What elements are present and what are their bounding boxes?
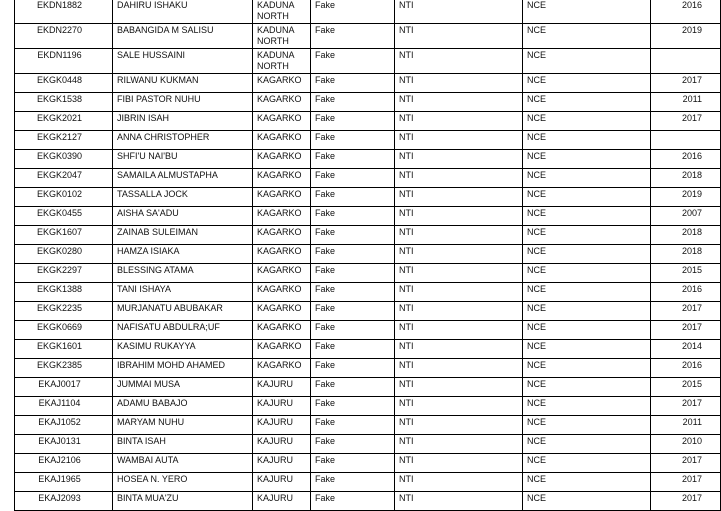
record-name-cell: JUMMAI MUSA	[113, 378, 253, 397]
record-qualification-cell: NCE	[523, 226, 651, 245]
record-lga-cell: KAJURU	[253, 416, 311, 435]
record-lga-cell: KADUNA NORTH	[253, 24, 311, 49]
table-row	[15, 226, 721, 245]
record-qualification-cell: NCE	[523, 492, 651, 511]
record-lga-cell: KAJURU	[253, 378, 311, 397]
record-id-cell: EKGK0669	[15, 321, 113, 340]
record-qualification-cell: NCE	[523, 112, 651, 131]
record-qualification-cell: NCE	[523, 378, 651, 397]
record-qualification-cell: NCE	[523, 0, 651, 24]
record-status-cell: Fake	[311, 283, 395, 302]
record-lga-cell: KAGARKO	[253, 226, 311, 245]
record-status-cell: Fake	[311, 454, 395, 473]
record-lga-cell: KAGARKO	[253, 340, 311, 359]
record-qualification-cell: NCE	[523, 150, 651, 169]
record-status-cell: Fake	[311, 340, 395, 359]
record-institution-cell: NTI	[395, 207, 523, 226]
record-status-cell: Fake	[311, 416, 395, 435]
record-id-cell: EKAJ0017	[15, 378, 113, 397]
record-lga-cell: KAGARKO	[253, 264, 311, 283]
table-row	[15, 340, 721, 359]
record-lga-cell: KAJURU	[253, 397, 311, 416]
record-year-cell: 2017	[651, 74, 721, 93]
record-id-cell: EKAJ1965	[15, 473, 113, 492]
record-lga-cell: KAGARKO	[253, 93, 311, 112]
record-institution-cell: NTI	[395, 264, 523, 283]
record-institution-cell: NTI	[395, 150, 523, 169]
record-qualification-cell: NCE	[523, 131, 651, 150]
record-status-cell: Fake	[311, 131, 395, 150]
record-lga-cell: KAJURU	[253, 435, 311, 454]
record-status-cell: Fake	[311, 169, 395, 188]
record-year-cell: 2017	[651, 112, 721, 131]
record-qualification-cell: NCE	[523, 188, 651, 207]
record-institution-cell: NTI	[395, 0, 523, 24]
record-lga-cell: KADUNA NORTH	[253, 49, 311, 74]
record-lga-cell: KAGARKO	[253, 169, 311, 188]
record-year-cell: 2017	[651, 454, 721, 473]
record-name-cell: AISHA SA'ADU	[113, 207, 253, 226]
record-qualification-cell: NCE	[523, 245, 651, 264]
table-row	[15, 24, 721, 49]
record-id-cell: EKGK0280	[15, 245, 113, 264]
record-name-cell: ZAINAB SULEIMAN	[113, 226, 253, 245]
record-name-cell: SHFI'U NAI'BU	[113, 150, 253, 169]
record-qualification-cell: NCE	[523, 321, 651, 340]
record-id-cell: EKGK2297	[15, 264, 113, 283]
record-lga-cell: KAJURU	[253, 492, 311, 511]
record-qualification-cell: NCE	[523, 416, 651, 435]
table-row	[15, 302, 721, 321]
record-institution-cell: NTI	[395, 473, 523, 492]
table-row	[15, 492, 721, 511]
record-institution-cell: NTI	[395, 226, 523, 245]
record-qualification-cell: NCE	[523, 74, 651, 93]
table-row	[15, 207, 721, 226]
record-id-cell: EKGK1601	[15, 340, 113, 359]
record-institution-cell: NTI	[395, 245, 523, 264]
table-row	[15, 416, 721, 435]
record-year-cell: 2011	[651, 93, 721, 112]
record-name-cell: WAMBAI AUTA	[113, 454, 253, 473]
record-name-cell: SALE HUSSAINI	[113, 49, 253, 74]
record-status-cell: Fake	[311, 93, 395, 112]
record-year-cell: 2015	[651, 264, 721, 283]
record-id-cell: EKGK0455	[15, 207, 113, 226]
record-institution-cell: NTI	[395, 340, 523, 359]
record-year-cell: 2010	[651, 435, 721, 454]
record-year-cell: 2018	[651, 245, 721, 264]
record-qualification-cell: NCE	[523, 359, 651, 378]
record-id-cell: EKGK1388	[15, 283, 113, 302]
record-lga-cell: KAJURU	[253, 473, 311, 492]
record-lga-cell: KAGARKO	[253, 245, 311, 264]
record-institution-cell: NTI	[395, 359, 523, 378]
record-name-cell: BINTA MUA'ZU	[113, 492, 253, 511]
record-institution-cell: NTI	[395, 169, 523, 188]
record-status-cell: Fake	[311, 207, 395, 226]
record-name-cell: RILWANU KUKMAN	[113, 74, 253, 93]
record-institution-cell: NTI	[395, 321, 523, 340]
table-row	[15, 454, 721, 473]
record-name-cell: MURJANATU ABUBAKAR	[113, 302, 253, 321]
record-id-cell: EKGK2127	[15, 131, 113, 150]
record-status-cell: Fake	[311, 397, 395, 416]
record-name-cell: JIBRIN ISAH	[113, 112, 253, 131]
record-id-cell: EKGK0390	[15, 150, 113, 169]
record-year-cell: 2018	[651, 226, 721, 245]
record-id-cell: EKAJ1052	[15, 416, 113, 435]
record-status-cell: Fake	[311, 0, 395, 24]
record-status-cell: Fake	[311, 245, 395, 264]
table-row	[15, 473, 721, 492]
table-row	[15, 188, 721, 207]
record-institution-cell: NTI	[395, 283, 523, 302]
record-year-cell	[651, 49, 721, 74]
record-id-cell: EKDN1196	[15, 49, 113, 74]
record-institution-cell: NTI	[395, 112, 523, 131]
record-name-cell: ANNA CHRISTOPHER	[113, 131, 253, 150]
record-year-cell: 2018	[651, 169, 721, 188]
table-row	[15, 74, 721, 93]
record-qualification-cell: NCE	[523, 397, 651, 416]
table-row	[15, 245, 721, 264]
record-id-cell: EKGK2385	[15, 359, 113, 378]
record-id-cell: EKGK1538	[15, 93, 113, 112]
record-status-cell: Fake	[311, 264, 395, 283]
record-status-cell: Fake	[311, 435, 395, 454]
table-row	[15, 283, 721, 302]
record-year-cell: 2011	[651, 416, 721, 435]
record-qualification-cell: NCE	[523, 169, 651, 188]
record-year-cell: 2017	[651, 321, 721, 340]
record-qualification-cell: NCE	[523, 49, 651, 74]
record-year-cell: 2019	[651, 188, 721, 207]
record-qualification-cell: NCE	[523, 24, 651, 49]
record-qualification-cell: NCE	[523, 207, 651, 226]
record-institution-cell: NTI	[395, 492, 523, 511]
record-status-cell: Fake	[311, 112, 395, 131]
record-qualification-cell: NCE	[523, 340, 651, 359]
record-name-cell: BLESSING ATAMA	[113, 264, 253, 283]
record-status-cell: Fake	[311, 492, 395, 511]
record-status-cell: Fake	[311, 24, 395, 49]
record-year-cell: 2017	[651, 397, 721, 416]
record-year-cell: 2017	[651, 302, 721, 321]
record-year-cell: 2016	[651, 0, 721, 24]
record-id-cell: EKGK1607	[15, 226, 113, 245]
table-row	[15, 112, 721, 131]
record-qualification-cell: NCE	[523, 93, 651, 112]
record-status-cell: Fake	[311, 150, 395, 169]
record-id-cell: EKAJ0131	[15, 435, 113, 454]
record-institution-cell: NTI	[395, 74, 523, 93]
record-institution-cell: NTI	[395, 416, 523, 435]
record-status-cell: Fake	[311, 321, 395, 340]
table-row	[15, 378, 721, 397]
record-name-cell: DAHIRU ISHAKU	[113, 0, 253, 24]
records-table-body	[15, 0, 721, 511]
record-id-cell: EKAJ1104	[15, 397, 113, 416]
record-institution-cell: NTI	[395, 435, 523, 454]
record-name-cell: HOSEA N. YERO	[113, 473, 253, 492]
record-institution-cell: NTI	[395, 302, 523, 321]
record-lga-cell: KAGARKO	[253, 302, 311, 321]
record-year-cell: 2014	[651, 340, 721, 359]
record-id-cell: EKDN2270	[15, 24, 113, 49]
records-table	[14, 0, 721, 511]
record-name-cell: BINTA ISAH	[113, 435, 253, 454]
record-year-cell: 2016	[651, 359, 721, 378]
record-year-cell	[651, 131, 721, 150]
record-id-cell: EKAJ2093	[15, 492, 113, 511]
record-lga-cell: KAGARKO	[253, 359, 311, 378]
record-id-cell: EKGK0448	[15, 74, 113, 93]
record-institution-cell: NTI	[395, 188, 523, 207]
record-id-cell: EKGK0102	[15, 188, 113, 207]
record-status-cell: Fake	[311, 49, 395, 74]
record-year-cell: 2016	[651, 283, 721, 302]
record-year-cell: 2007	[651, 207, 721, 226]
record-qualification-cell: NCE	[523, 454, 651, 473]
record-lga-cell: KADUNA NORTH	[253, 0, 311, 24]
record-name-cell: KASIMU RUKAYYA	[113, 340, 253, 359]
record-name-cell: TANI ISHAYA	[113, 283, 253, 302]
record-year-cell: 2015	[651, 378, 721, 397]
record-qualification-cell: NCE	[523, 264, 651, 283]
record-year-cell: 2016	[651, 150, 721, 169]
record-id-cell: EKGK2235	[15, 302, 113, 321]
table-row	[15, 397, 721, 416]
table-row	[15, 435, 721, 454]
record-lga-cell: KAGARKO	[253, 188, 311, 207]
record-name-cell: TASSALLA JOCK	[113, 188, 253, 207]
table-row	[15, 264, 721, 283]
record-institution-cell: NTI	[395, 131, 523, 150]
record-qualification-cell: NCE	[523, 473, 651, 492]
record-name-cell: HAMZA ISIAKA	[113, 245, 253, 264]
record-name-cell: FIBI PASTOR NUHU	[113, 93, 253, 112]
record-name-cell: IBRAHIM MOHD AHAMED	[113, 359, 253, 378]
record-year-cell: 2017	[651, 473, 721, 492]
record-institution-cell: NTI	[395, 93, 523, 112]
record-name-cell: NAFISATU ABDULRA;UF	[113, 321, 253, 340]
record-institution-cell: NTI	[395, 397, 523, 416]
record-lga-cell: KAGARKO	[253, 321, 311, 340]
record-id-cell: EKDN1882	[15, 0, 113, 24]
table-row	[15, 131, 721, 150]
record-lga-cell: KAGARKO	[253, 207, 311, 226]
record-status-cell: Fake	[311, 359, 395, 378]
table-row	[15, 0, 721, 24]
record-year-cell: 2017	[651, 492, 721, 511]
record-name-cell: MARYAM NUHU	[113, 416, 253, 435]
table-row	[15, 169, 721, 188]
record-year-cell: 2019	[651, 24, 721, 49]
table-row	[15, 93, 721, 112]
table-row	[15, 49, 721, 74]
record-status-cell: Fake	[311, 378, 395, 397]
record-institution-cell: NTI	[395, 378, 523, 397]
record-lga-cell: KAGARKO	[253, 283, 311, 302]
record-lga-cell: KAGARKO	[253, 150, 311, 169]
record-lga-cell: KAJURU	[253, 454, 311, 473]
table-row	[15, 150, 721, 169]
table-row	[15, 321, 721, 340]
record-lga-cell: KAGARKO	[253, 112, 311, 131]
record-name-cell: ADAMU BABAJO	[113, 397, 253, 416]
record-id-cell: EKAJ2106	[15, 454, 113, 473]
record-institution-cell: NTI	[395, 454, 523, 473]
record-lga-cell: KAGARKO	[253, 74, 311, 93]
record-id-cell: EKGK2021	[15, 112, 113, 131]
record-qualification-cell: NCE	[523, 302, 651, 321]
record-status-cell: Fake	[311, 473, 395, 492]
table-row	[15, 359, 721, 378]
record-name-cell: SAMAILA ALMUSTAPHA	[113, 169, 253, 188]
record-status-cell: Fake	[311, 226, 395, 245]
record-institution-cell: NTI	[395, 49, 523, 74]
record-institution-cell: NTI	[395, 24, 523, 49]
record-status-cell: Fake	[311, 74, 395, 93]
record-qualification-cell: NCE	[523, 283, 651, 302]
record-status-cell: Fake	[311, 302, 395, 321]
record-qualification-cell: NCE	[523, 435, 651, 454]
record-status-cell: Fake	[311, 188, 395, 207]
record-lga-cell: KAGARKO	[253, 131, 311, 150]
record-name-cell: BABANGIDA M SALISU	[113, 24, 253, 49]
record-id-cell: EKGK2047	[15, 169, 113, 188]
